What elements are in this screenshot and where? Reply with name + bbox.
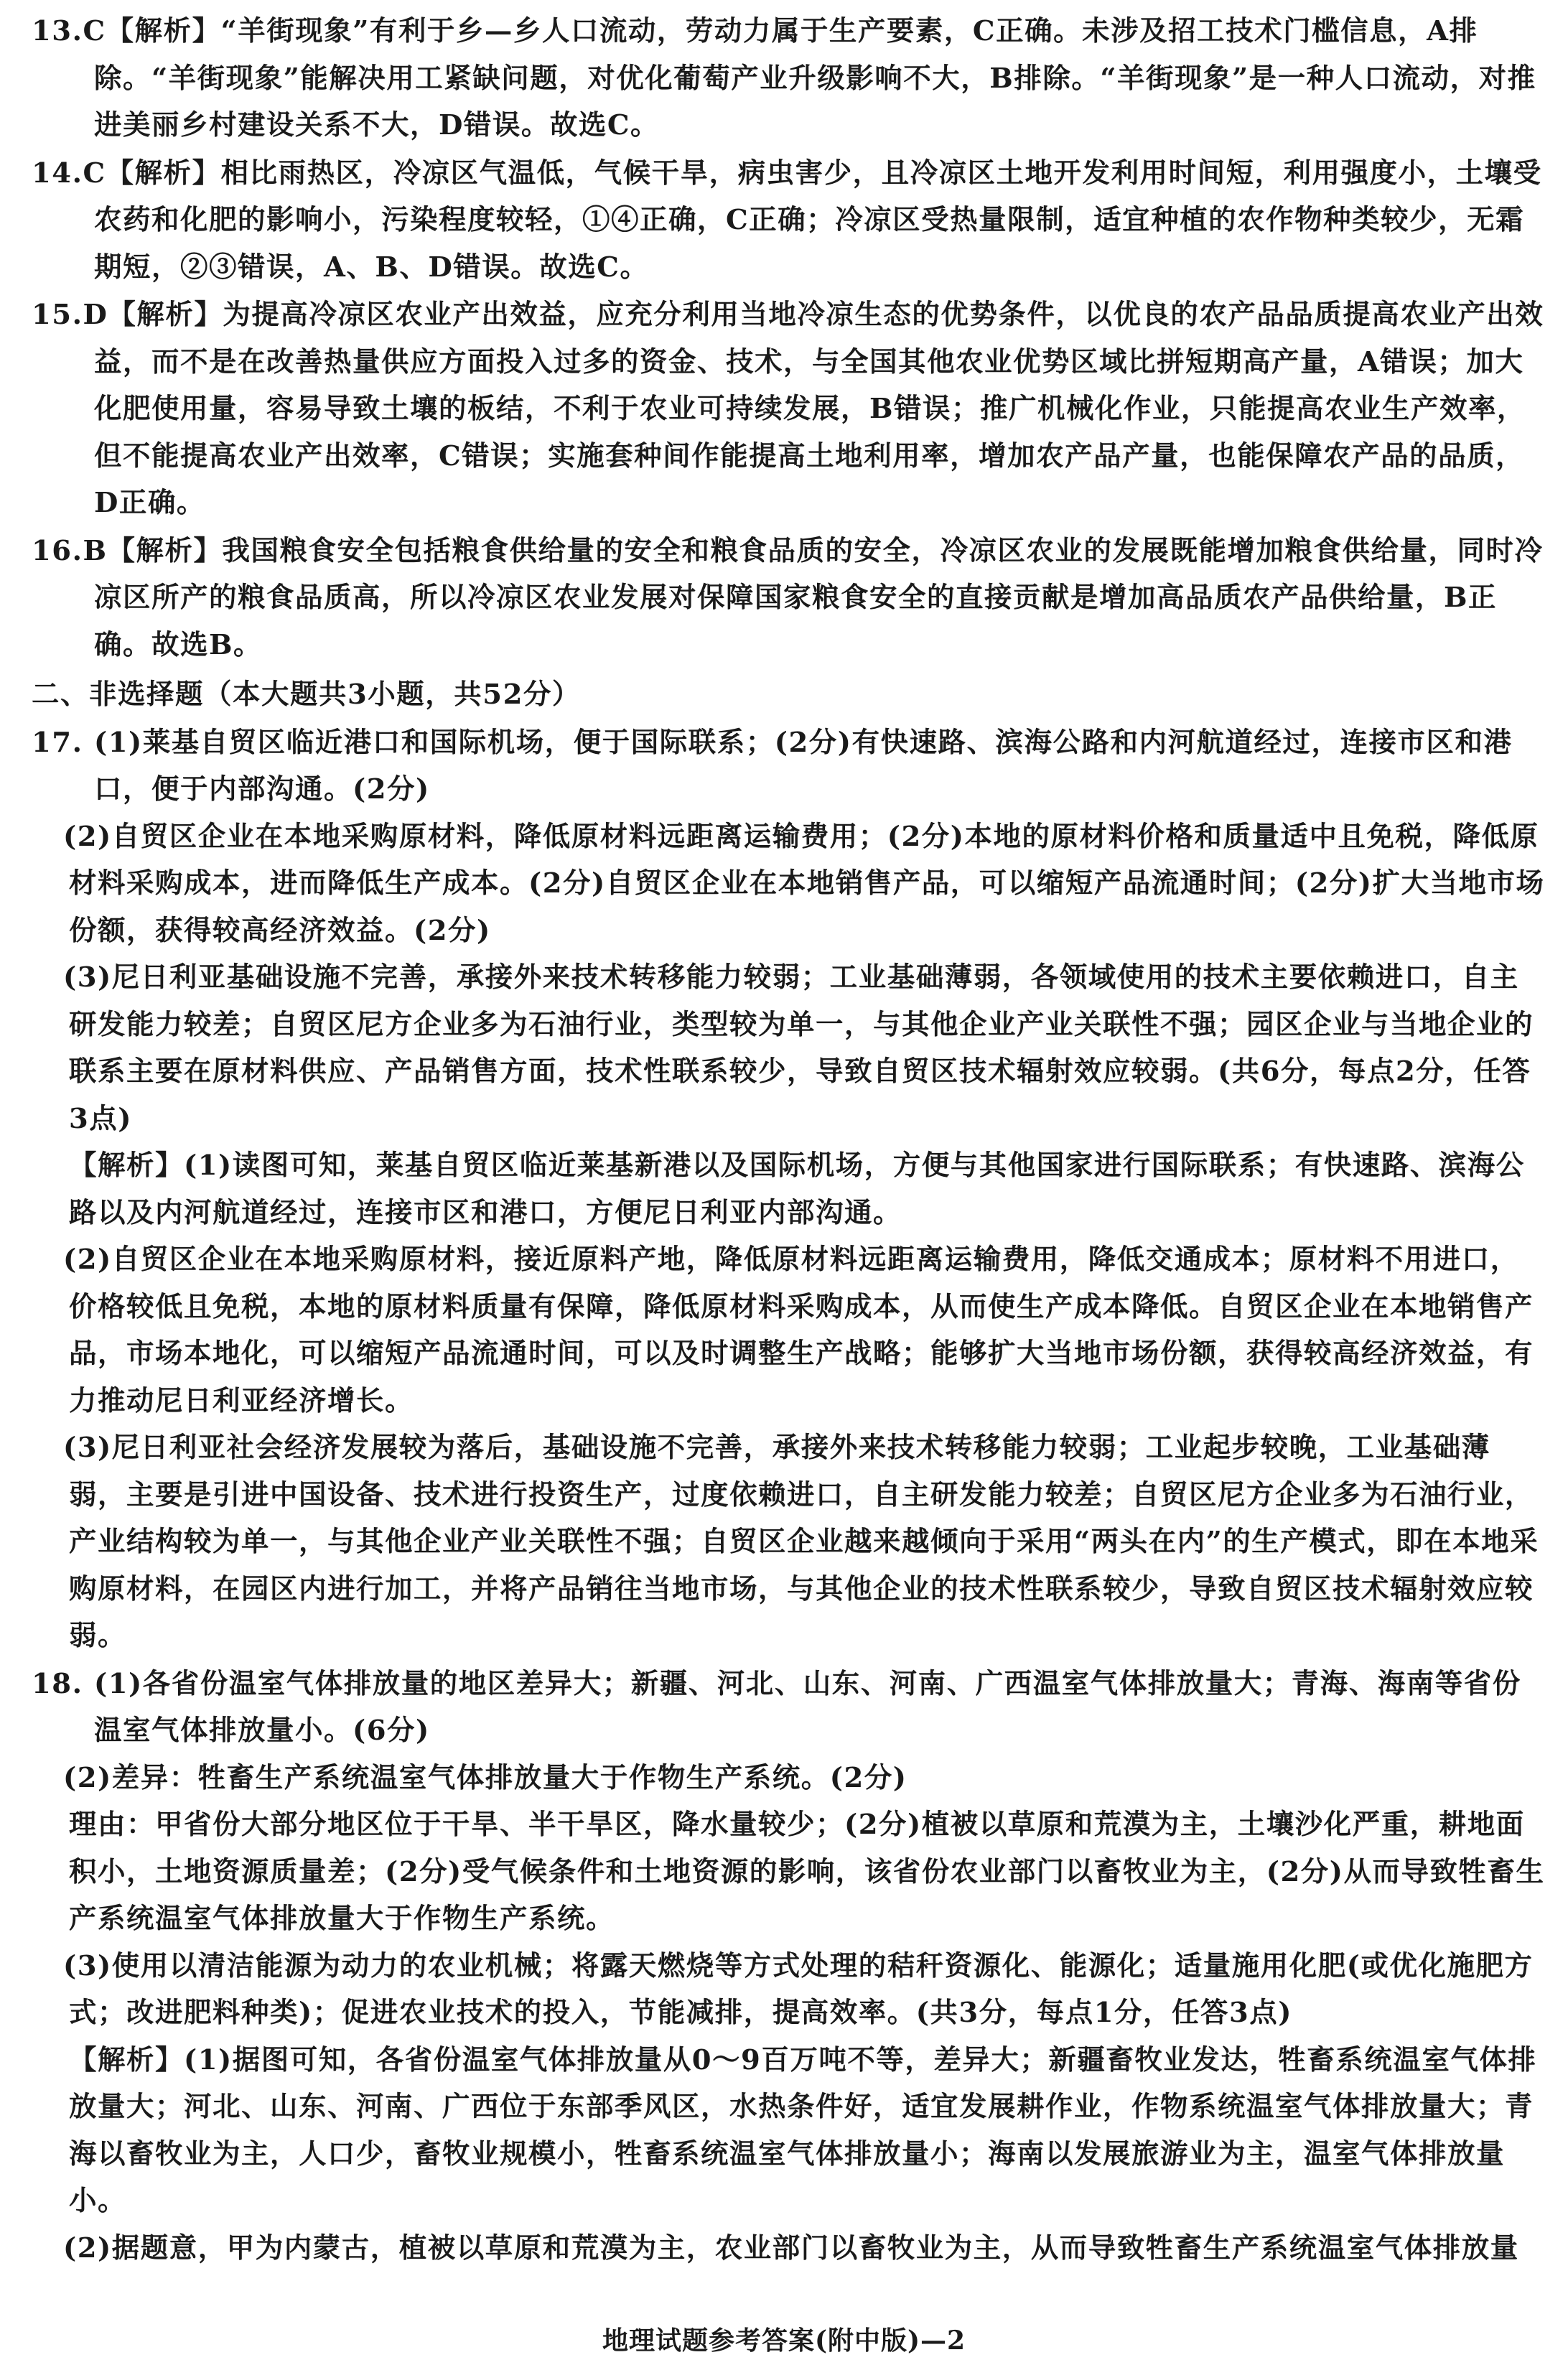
analysis-tag: 【解析】 — [106, 15, 221, 47]
analysis-tag: 【解析】 — [106, 157, 221, 190]
answer-item-18-reason: 理由：甲省份大部分地区位于干旱、半干旱区，降水量较少；(2分)植被以草原和荒漠为主，土壤沙化严重，耕地面积小，土地资源质量差；(2分)受气候条件和土地资源的影响，该省份农业部门以畜牧业为主，(2分)从而导致牲畜生产系统温室气体排放量大于作物生产系统。 — [69, 1809, 1545, 1935]
analysis-17-part-2: (2)自贸区企业在本地采购原材料，接近原料产地，降低原材料远距离运输费用，降低交通成本；原材料不用进口，价格较低且免税，本地的原材料质量有保障，降低原材料采购成本，从而使生产成本降低。自贸区企业在本地销售产品，市场本地化，可以缩短产品流通时间，可以及时调整生产战略；能够扩大当地市场份额，获得较高经济效益，有力推动尼日利亚经济增长。 — [63, 1244, 1534, 1417]
question-number: 18. — [32, 1667, 83, 1700]
answer-item-17-part-1 — [32, 719, 1546, 813]
section-heading: 二、非选择题（本大题共3小题，共52分） — [32, 678, 581, 711]
answer-item-18-part-2: (2)差异：牲畜生产系统温室气体排放量大于作物生产系统。(2分) — [63, 1761, 907, 1794]
question-number: 13.C — [32, 15, 106, 47]
question-number: 15.D — [32, 299, 108, 331]
question-number: 16.B — [32, 534, 108, 567]
answer-text: 相比雨热区，冷凉区气温低，气候干旱，病虫害少，且冷凉区土地开发利用时间短，利用强度小，土壤受农药和化肥的影响小，污染程度较轻，①④正确，C正确；冷凉区受热量限制，适宜种植的农作物种类较少，无霜期短，②③错误，A、B、D错误。故选C。 — [94, 157, 1542, 284]
answer-text: (1)各省份温室气体排放量的地区差异大；新疆、河北、山东、河南、广西温室气体排放量大；青海、海南等省份温室气体排放量小。(6分) — [94, 1667, 1521, 1747]
analysis-17-part-3: (3)尼日利亚社会经济发展较为落后，基础设施不完善，承接外来技术转移能力较弱；工业起步较晚，工业基础薄弱，主要是引进中国设备、技术进行投资生产，过度依赖进口，自主研发能力较差；自贸区尼方企业多为石油行业，产业结构较为单一，与其他企业产业关联性不强；自贸区企业越来越倾向于采用“两头在内”的生产模式，即在本地采购原材料，在园区内进行加工，并将产品销往当地市场，与其他企业的技术性联系较少，导致自贸区技术辐射效应较弱。 — [63, 1432, 1539, 1652]
page-footer: 地理试题参考答案(附中版)—2 — [602, 2326, 966, 2356]
answer-item-17-part-2: (2)自贸区企业在本地采购原材料，降低原材料远距离运输费用；(2分)本地的原材料价格和质量适中且免税，降低原材料采购成本，进而降低生产成本。(2分)自贸区企业在本地销售产品，可以缩短产品流通时间；(2分)扩大当地市场份额，获得较高经济效益。(2分) — [63, 820, 1545, 947]
analysis-text: (1)据图可知，各省份温室气体排放量从0～9百万吨不等，差异大；新疆畜牧业发达，牲畜系统温室气体排放量大；河北、山东、河南、广西位于东部季风区，水热条件好，适宜发展耕作业，作物系统温室气体排放量大；青海以畜牧业为主，人口少，畜牧业规模小，牲畜系统温室气体排放量小；海南以发展旅游业为主，温室气体排放量小。 — [69, 2043, 1537, 2217]
answer-item-15 — [32, 291, 1546, 527]
analysis-tag: 【解析】 — [108, 299, 223, 331]
answer-item-14 — [32, 150, 1546, 291]
answer-text: 为提高冷凉区农业产出效益，应充分利用当地冷凉生态的优势条件，以优良的农产品品质提高农业产出效益，而不是在改善热量供应方面投入过多的资金、技术，与全国其他农业优势区域比拼短期高产量，A错误；加大化肥使用量，容易导致土壤的板结，不利于农业可持续发展，B错误；推广机械化作业，只能提高农业生产效率，但不能提高农业产出效率，C错误；实施套种间作能提高土地利用率，增加农产品产量，也能保障农产品的品质，D正确。 — [94, 299, 1544, 519]
answer-item-17-part-3: (3)尼日利亚基础设施不完善，承接外来技术转移能力较弱；工业基础薄弱，各领域使用的技术主要依赖进口，自主研发能力较差；自贸区尼方企业多为石油行业，类型较为单一，与其他企业产业关联性不强；园区企业与当地企业的联系主要在原材料供应、产品销售方面，技术性联系较少，导致自贸区技术辐射效应较弱。(共6分，每点2分，任答3点) — [63, 961, 1534, 1135]
analysis-tag: 【解析】 — [107, 534, 223, 567]
analysis-17-part-1 — [32, 1142, 1546, 1236]
question-number: 14.C — [32, 157, 106, 190]
answer-text: 我国粮食安全包括粮食供给量的安全和粮食品质的安全，冷凉区农业的发展既能增加粮食供给量，同时冷凉区所产的粮食品质高，所以冷凉区农业发展对保障国家粮食安全的直接贡献是增加高品质农产品供给量，B正确。故选B。 — [94, 534, 1544, 661]
analysis-text: (1)读图可知，莱基自贸区临近莱基新港以及国际机场，方便与其他国家进行国际联系；有快速路、滨海公路以及内河航道经过，连接市区和港口，方便尼日利亚内部沟通。 — [69, 1149, 1525, 1229]
answer-text: (1)莱基自贸区临近港口和国际机场，便于国际联系；(2分)有快速路、滨海公路和内河航道经过，连接市区和港口，便于内部沟通。(2分) — [94, 726, 1513, 806]
answer-item-16 — [32, 528, 1546, 669]
answer-item-18-part-1 — [32, 1661, 1546, 1755]
question-number: 17. — [32, 726, 83, 759]
answer-content — [32, 7, 1546, 2272]
analysis-18-part-2: (2)据题意，甲为内蒙古，植被以草原和荒漠为主，农业部门以畜牧业为主，从而导致牲畜生产系统温室气体排放量 — [63, 2231, 1519, 2264]
analysis-tag: 【解析】 — [69, 1149, 185, 1182]
answer-text: “羊街现象”有利于乡—乡人口流动，劳动力属于生产要素，C正确。未涉及招工技术门槛信息，A排除。“羊街现象”能解决用工紧缺问题，对优化葡萄产业升级影响不大，B排除。“羊街现象”是一种人口流动，对推进美丽乡村建设关系不大，D错误。故选C。 — [94, 15, 1536, 141]
answer-item-13 — [32, 8, 1546, 149]
analysis-18-part-1 — [32, 2037, 1546, 2225]
answer-item-18-part-3: (3)使用以清洁能源为动力的农业机械；将露天燃烧等方式处理的秸秆资源化、能源化；适量施用化肥(或优化施肥方式；改进肥料种类)；促进农业技术的投入，节能减排，提高效率。(共3分，每点1分，任答3点) — [63, 1949, 1534, 2029]
analysis-tag: 【解析】 — [69, 2043, 185, 2076]
